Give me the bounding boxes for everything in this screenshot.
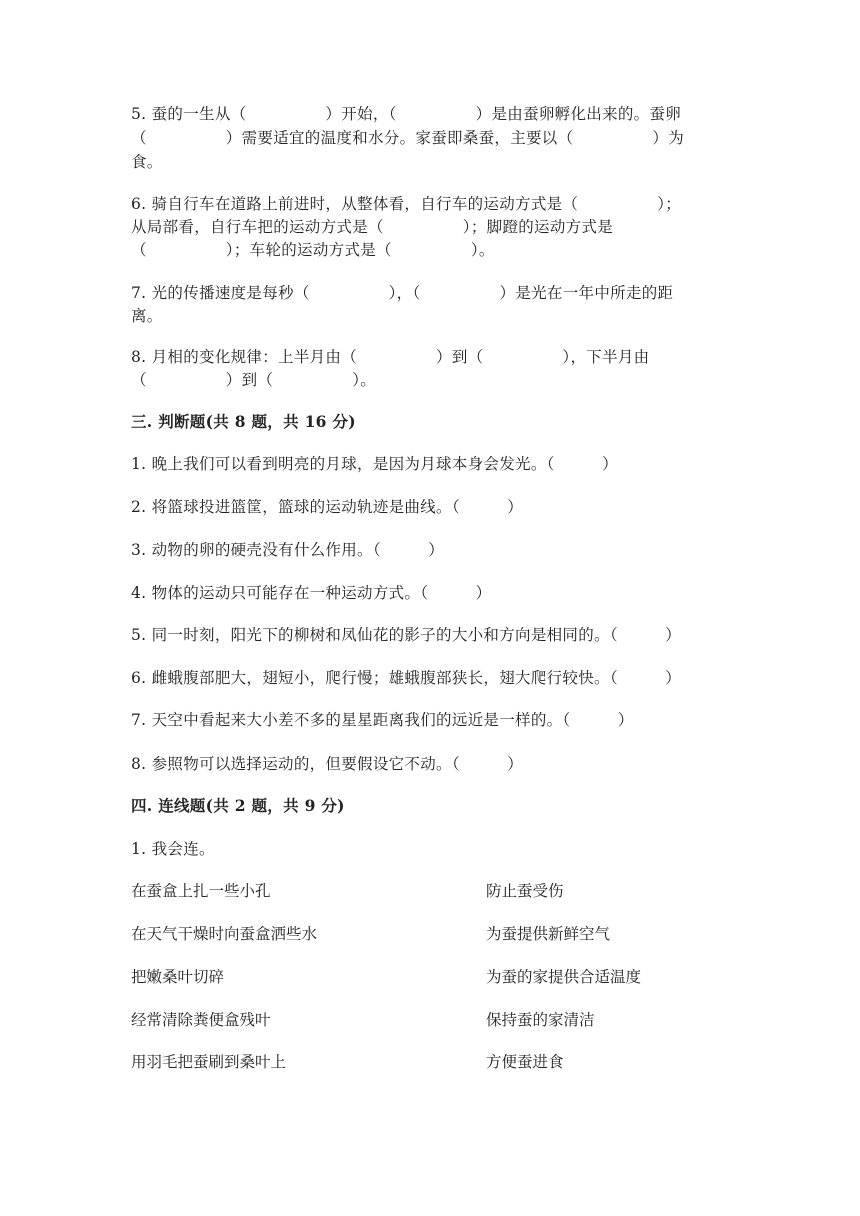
q8-line-2: （ ）到（ ）。 xyxy=(131,371,377,389)
match-right-5: 方便蚕进食 xyxy=(486,1053,564,1071)
q7-line-1: 7. 光的传播速度是每秒（ ），（ ）是光在一年中所走的距 xyxy=(131,284,674,302)
q8-line-1: 8. 月相的变化规律：上半月由（ ）到（ ），下半月由 xyxy=(131,348,650,366)
judge-item-2: 2. 将篮球投进篮筐，篮球的运动轨迹是曲线。（ ） xyxy=(131,498,524,516)
match-right-1: 防止蚕受伤 xyxy=(486,882,564,900)
q7-line-2: 离。 xyxy=(131,307,163,325)
match-right-3: 为蚕的家提供合适温度 xyxy=(486,968,642,986)
judge-item-7: 7. 天空中看起来大小差不多的星星距离我们的远近是一样的。（ ） xyxy=(131,711,634,729)
match-left-4: 经常清除粪便盒残叶 xyxy=(131,1011,271,1029)
q5-line-2: （ ）需要适宜的温度和水分。家蚕即桑蚕，主要以（ ）为 xyxy=(131,129,685,147)
judge-item-4: 4. 物体的运动只可能存在一种运动方式。（ ） xyxy=(131,584,492,602)
judge-item-3: 3. 动物的卵的硬壳没有什么作用。（ ） xyxy=(131,541,445,559)
match-right-4: 保持蚕的家清洁 xyxy=(486,1011,595,1029)
judge-item-8: 8. 参照物可以选择运动的，但要假设它不动。（ ） xyxy=(131,755,524,773)
matching-q1: 1. 我会连。 xyxy=(131,840,215,858)
q6-line-3: （ ）；车轮的运动方式是（ ）。 xyxy=(131,241,495,259)
q6-line-2: 从局部看，自行车把的运动方式是（ ）；脚蹬的运动方式是 xyxy=(131,218,614,236)
judge-item-6: 6. 雌蛾腹部肥大，翅短小，爬行慢；雄蛾腹部狭长，翅大爬行较快。（ ） xyxy=(131,669,682,687)
q5-line-3: 食。 xyxy=(131,153,163,171)
judge-item-5: 5. 同一时刻，阳光下的柳树和凤仙花的影子的大小和方向是相同的。（ ） xyxy=(131,626,682,644)
q5-line-1: 5. 蚕的一生从（ ）开始，（ ）是由蚕卵孵化出来的。蚕卵 xyxy=(131,105,682,123)
q6-line-1: 6. 骑自行车在道路上前进时，从整体看，自行车的运动方式是（ ）； xyxy=(131,195,682,213)
match-left-3: 把嫩桑叶切碎 xyxy=(131,968,225,986)
matching-heading: 四. 连线题(共 2 题，共 9 分) xyxy=(131,796,345,815)
judge-item-1: 1. 晚上我们可以看到明亮的月球，是因为月球本身会发光。（ ） xyxy=(131,455,618,473)
match-left-2: 在天气干燥时向蚕盒洒些水 xyxy=(131,925,318,943)
match-right-2: 为蚕提供新鲜空气 xyxy=(486,925,611,943)
match-left-1: 在蚕盒上扎一些小孔 xyxy=(131,882,271,900)
match-left-5: 用羽毛把蚕刷到桑叶上 xyxy=(131,1053,287,1071)
judge-heading: 三. 判断题(共 8 题，共 16 分) xyxy=(131,412,356,431)
